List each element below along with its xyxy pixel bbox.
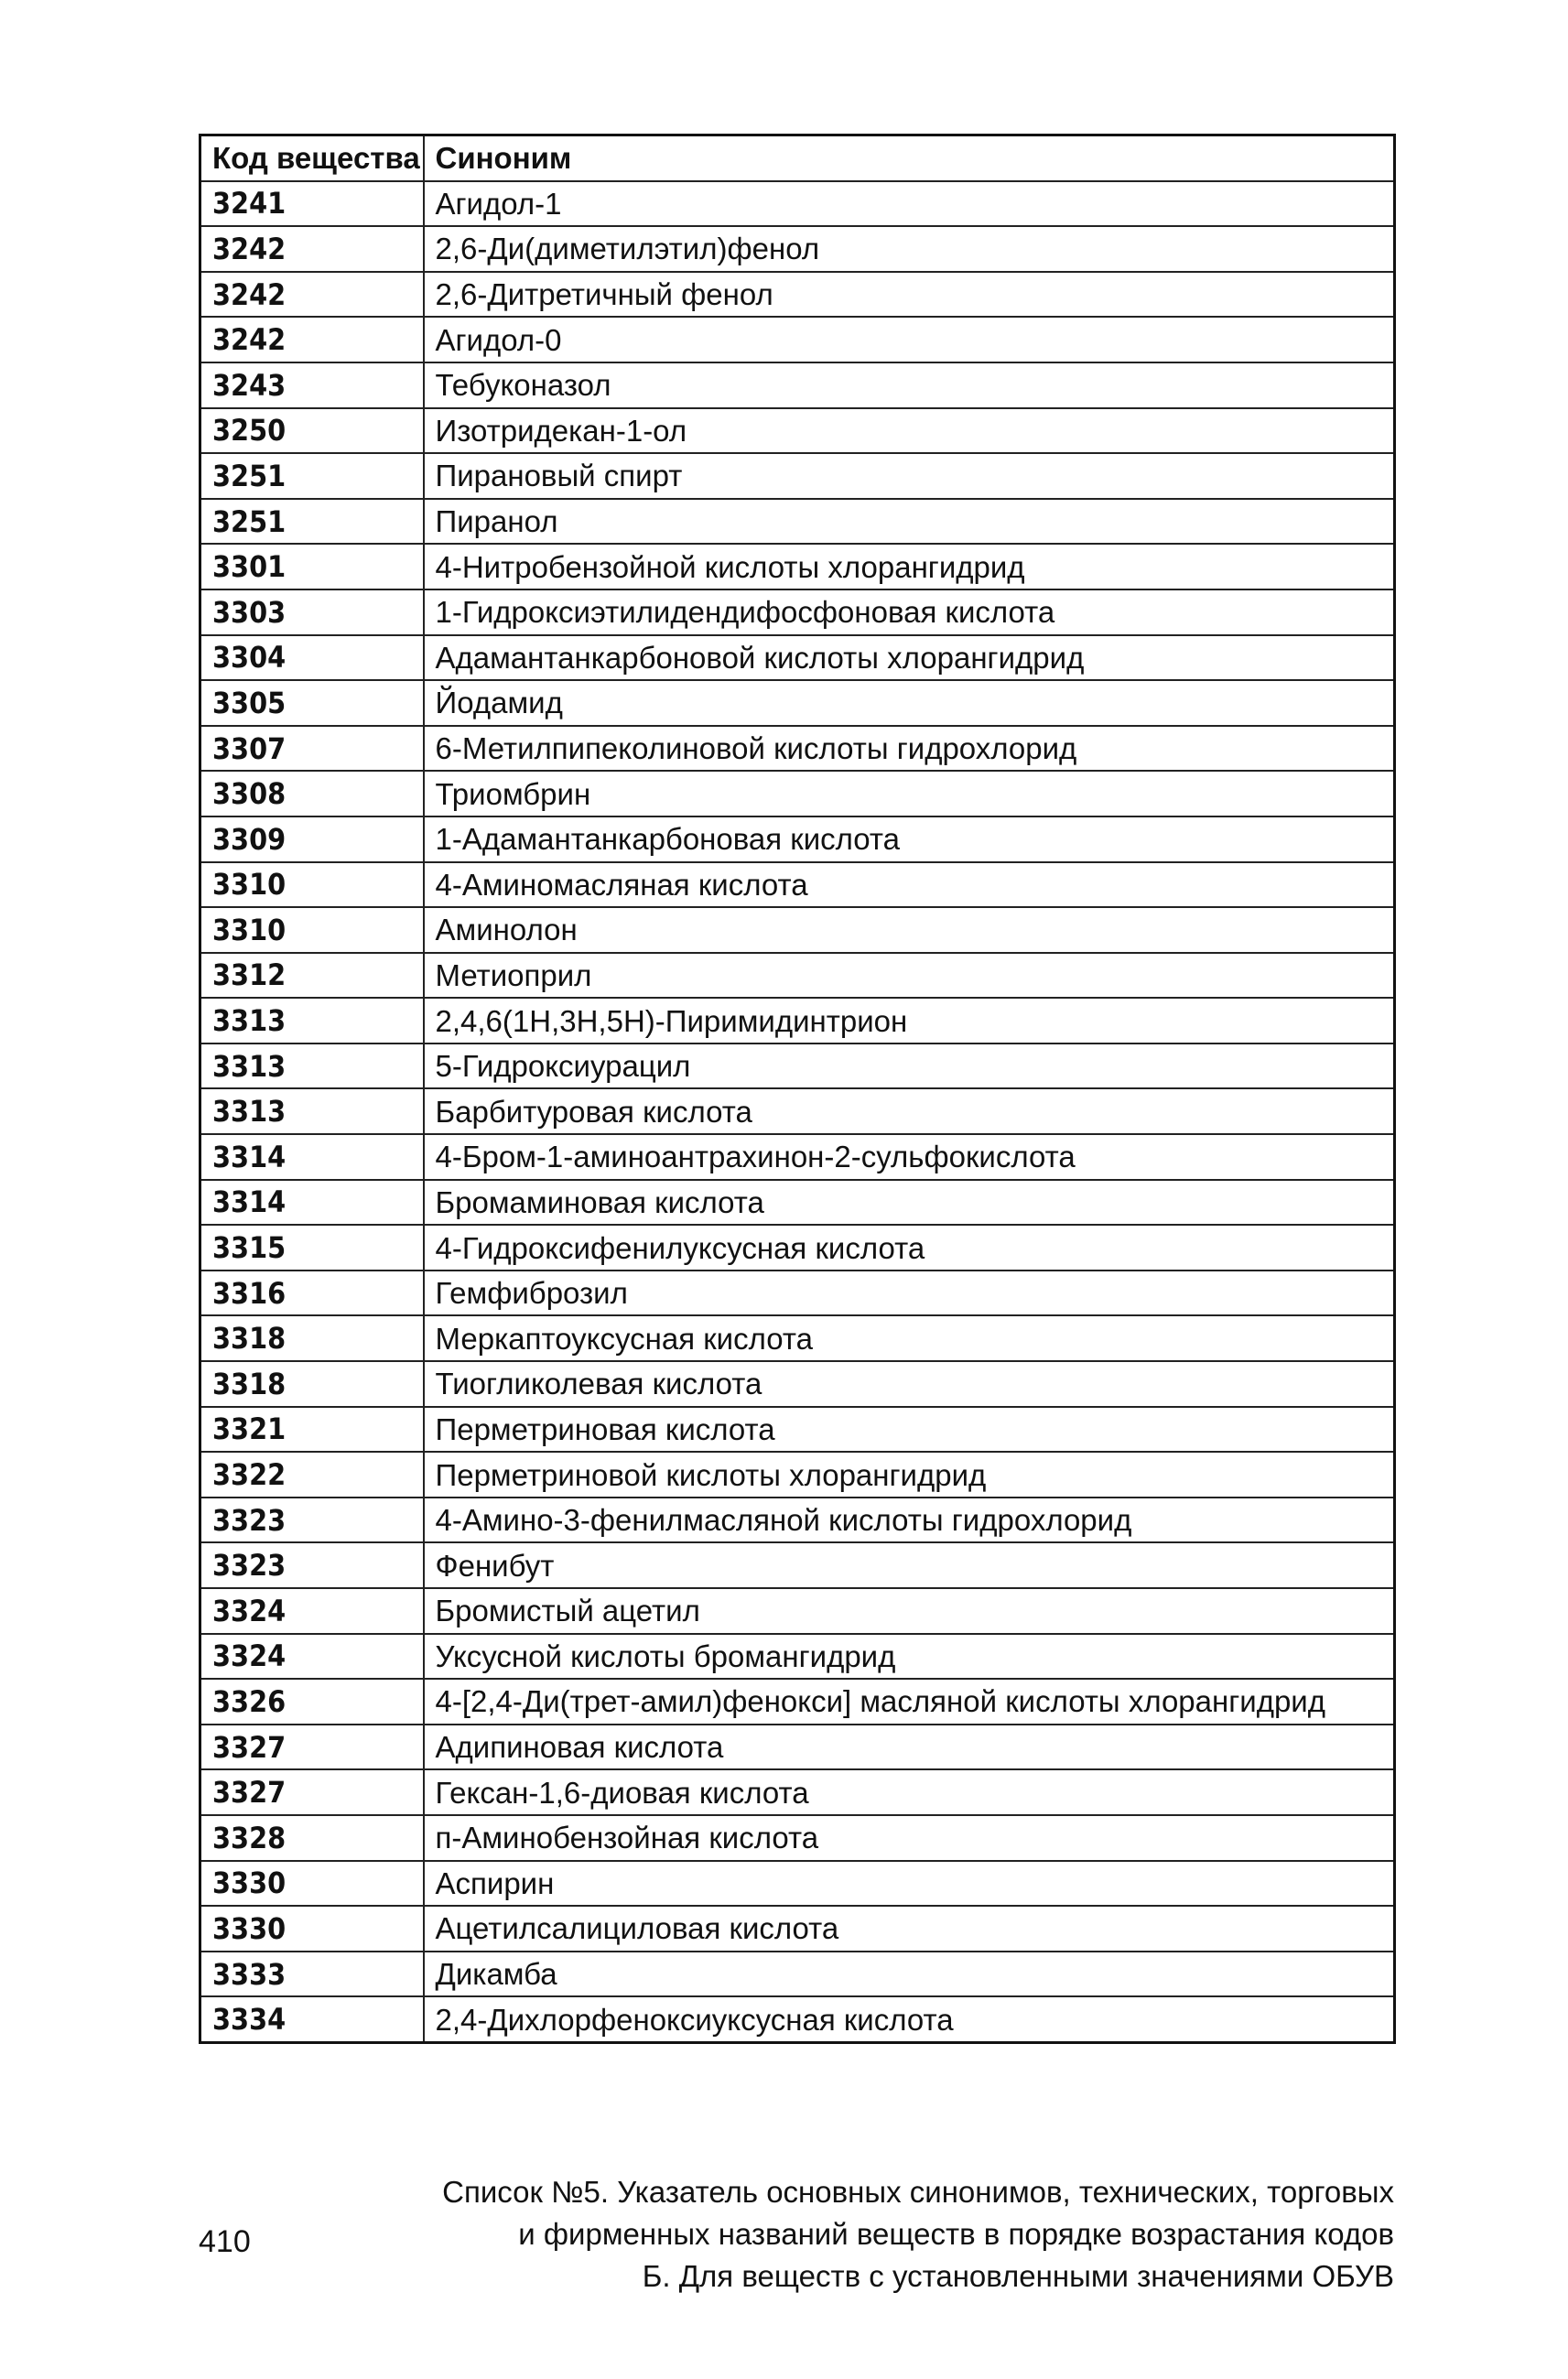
substance-code-cell: 3327	[200, 1725, 424, 1770]
page-number: 410	[199, 2224, 251, 2259]
synonym-cell: 2,4-Дихлорфеноксиуксусная кислота	[424, 1996, 1395, 2042]
synonym-cell: Йодамид	[424, 680, 1395, 726]
synonym-cell: Гексан-1,6-диовая кислота	[424, 1769, 1395, 1815]
table-row	[200, 226, 1395, 272]
synonym-cell: 1-Адамантанкарбоновая кислота	[424, 816, 1395, 862]
synonym-cell: Агидол-1	[424, 181, 1395, 227]
substance-code-cell: 3241	[200, 181, 424, 227]
table-row	[200, 1407, 1395, 1453]
synonym-cell: Тиогликолевая кислота	[424, 1361, 1395, 1407]
substance-code-cell: 3318	[200, 1361, 424, 1407]
table-row	[200, 544, 1395, 589]
substance-code-cell: 3313	[200, 998, 424, 1044]
substance-code-cell: 3324	[200, 1634, 424, 1680]
substance-code-cell: 3315	[200, 1225, 424, 1271]
synonym-cell: 5-Гидроксиурацил	[424, 1044, 1395, 1089]
table-row	[200, 1044, 1395, 1089]
substance-code-cell: 3314	[200, 1134, 424, 1180]
substance-code-cell: 3303	[200, 589, 424, 635]
substance-code-cell: 3251	[200, 453, 424, 499]
synonym-cell: Меркаптоуксусная кислота	[424, 1315, 1395, 1361]
synonym-cell: Перметриновой кислоты хлорангидрид	[424, 1452, 1395, 1498]
table-row	[200, 362, 1395, 408]
table-row	[200, 272, 1395, 318]
substance-code-cell: 3310	[200, 862, 424, 908]
substance-code-cell: 3242	[200, 272, 424, 318]
substance-code-cell: 3324	[200, 1588, 424, 1634]
synonym-cell: Гемфиброзил	[424, 1271, 1395, 1316]
synonym-cell: Агидол-0	[424, 317, 1395, 362]
substance-code-cell: 3328	[200, 1815, 424, 1861]
synonym-cell: Тебуконазол	[424, 362, 1395, 408]
substance-code-cell: 3334	[200, 1996, 424, 2042]
synonym-cell: Изотридекан-1-ол	[424, 408, 1395, 454]
substance-code-cell: 3326	[200, 1679, 424, 1725]
substance-code-cell: 3309	[200, 816, 424, 862]
table-row	[200, 589, 1395, 635]
substance-code-cell: 3312	[200, 953, 424, 999]
synonym-cell: 2,4,6(1H,3H,5H)-Пиримидинтрион	[424, 998, 1395, 1044]
table-row	[200, 1769, 1395, 1815]
table-row	[200, 998, 1395, 1044]
substance-code-cell: 3314	[200, 1180, 424, 1226]
synonym-cell: Уксусной кислоты бромангидрид	[424, 1634, 1395, 1680]
table-row	[200, 907, 1395, 953]
caption-line: Б. Для веществ с установленными значениями ОБУВ	[642, 2259, 1394, 2293]
table-header-row	[200, 135, 1395, 181]
substance-code-cell: 3301	[200, 544, 424, 589]
table-row	[200, 1452, 1395, 1498]
substance-code-cell: 3316	[200, 1271, 424, 1316]
synonym-cell: 4-Гидроксифенилуксусная кислота	[424, 1225, 1395, 1271]
synonym-cell: п-Аминобензойная кислота	[424, 1815, 1395, 1861]
substance-code-cell: 3321	[200, 1407, 424, 1453]
substance-code-cell: 3322	[200, 1452, 424, 1498]
substance-code-cell: 3305	[200, 680, 424, 726]
header-code: Код вещества	[200, 135, 424, 181]
synonym-cell: Барбитуровая кислота	[424, 1088, 1395, 1134]
synonym-cell: Бромаминовая кислота	[424, 1180, 1395, 1226]
table-row	[200, 408, 1395, 454]
synonym-cell: Ацетилсалициловая кислота	[424, 1906, 1395, 1952]
substance-code-cell: 3242	[200, 226, 424, 272]
caption-line: и фирменных названий веществ в порядке возрастания кодов	[518, 2217, 1394, 2251]
table-row	[200, 1634, 1395, 1680]
synonym-cell: 1-Гидроксиэтилидендифосфоновая кислота	[424, 589, 1395, 635]
substance-code-cell: 3318	[200, 1315, 424, 1361]
synonym-cell: Пирановый спирт	[424, 453, 1395, 499]
table-row	[200, 1952, 1395, 1997]
synonyms-table	[199, 134, 1396, 2044]
table-row	[200, 771, 1395, 816]
synonym-cell: Метиоприл	[424, 953, 1395, 999]
table-row	[200, 1225, 1395, 1271]
substance-code-cell: 3308	[200, 771, 424, 816]
table-row	[200, 1542, 1395, 1588]
substance-code-cell: 3330	[200, 1861, 424, 1907]
substance-code-cell: 3313	[200, 1088, 424, 1134]
table-row	[200, 816, 1395, 862]
substance-code-cell: 3327	[200, 1769, 424, 1815]
substance-code-cell: 3313	[200, 1044, 424, 1089]
table-row	[200, 1815, 1395, 1861]
table-row	[200, 453, 1395, 499]
synonym-cell: Пиранол	[424, 499, 1395, 545]
substance-code-cell: 3333	[200, 1952, 424, 1997]
table-row	[200, 680, 1395, 726]
substance-code-cell: 3310	[200, 907, 424, 953]
table-row	[200, 953, 1395, 999]
synonym-cell: Бромистый ацетил	[424, 1588, 1395, 1634]
synonym-cell: 4-[2,4-Ди(трет-амил)фенокси] масляной кислоты хлорангидрид	[424, 1679, 1395, 1725]
header-synonym: Синоним	[424, 135, 1395, 181]
substance-code-cell: 3242	[200, 317, 424, 362]
table-row	[200, 1725, 1395, 1770]
synonym-cell: 6-Метилпипеколиновой кислоты гидрохлорид	[424, 726, 1395, 772]
synonym-cell: Аминолон	[424, 907, 1395, 953]
substance-code-cell: 3330	[200, 1906, 424, 1952]
table-body	[200, 181, 1395, 2043]
table-row	[200, 1996, 1395, 2042]
synonym-cell: 4-Бром-1-аминоантрахинон-2-сульфокислота	[424, 1134, 1395, 1180]
table-row	[200, 1861, 1395, 1907]
table-row	[200, 1361, 1395, 1407]
table-row	[200, 317, 1395, 362]
synonym-cell: 4-Амино-3-фенилмасляной кислоты гидрохлорид	[424, 1498, 1395, 1543]
substance-code-cell: 3243	[200, 362, 424, 408]
substance-code-cell: 3304	[200, 635, 424, 681]
synonym-cell: 4-Аминомасляная кислота	[424, 862, 1395, 908]
substance-code-cell: 3250	[200, 408, 424, 454]
caption-line: Список №5. Указатель основных синонимов, технических, торговых	[442, 2175, 1394, 2209]
table-row	[200, 181, 1395, 227]
table-row	[200, 726, 1395, 772]
synonym-cell: 4-Нитробензойной кислоты хлорангидрид	[424, 544, 1395, 589]
synonym-cell: 2,6-Ди(диметилэтил)фенол	[424, 226, 1395, 272]
table-row	[200, 1088, 1395, 1134]
table-row	[200, 635, 1395, 681]
table-row	[200, 499, 1395, 545]
substance-code-cell: 3323	[200, 1498, 424, 1543]
table-row	[200, 1679, 1395, 1725]
synonym-cell: Адипиновая кислота	[424, 1725, 1395, 1770]
substance-code-cell: 3323	[200, 1542, 424, 1588]
substance-code-cell: 3251	[200, 499, 424, 545]
synonym-cell: Перметриновая кислота	[424, 1407, 1395, 1453]
table-row	[200, 1315, 1395, 1361]
synonym-cell: 2,6-Дитретичный фенол	[424, 272, 1395, 318]
synonym-cell: Фенибут	[424, 1542, 1395, 1588]
table-row	[200, 862, 1395, 908]
synonym-cell: Аспирин	[424, 1861, 1395, 1907]
synonym-cell: Дикамба	[424, 1952, 1395, 1997]
substance-code-cell: 3307	[200, 726, 424, 772]
table-row	[200, 1906, 1395, 1952]
table-row	[200, 1134, 1395, 1180]
table-row	[200, 1180, 1395, 1226]
page-caption	[442, 2171, 1394, 2298]
synonym-cell: Адамантанкарбоновой кислоты хлорангидрид	[424, 635, 1395, 681]
synonym-cell: Триомбрин	[424, 771, 1395, 816]
table-row	[200, 1498, 1395, 1543]
table-row	[200, 1588, 1395, 1634]
table-row	[200, 1271, 1395, 1316]
